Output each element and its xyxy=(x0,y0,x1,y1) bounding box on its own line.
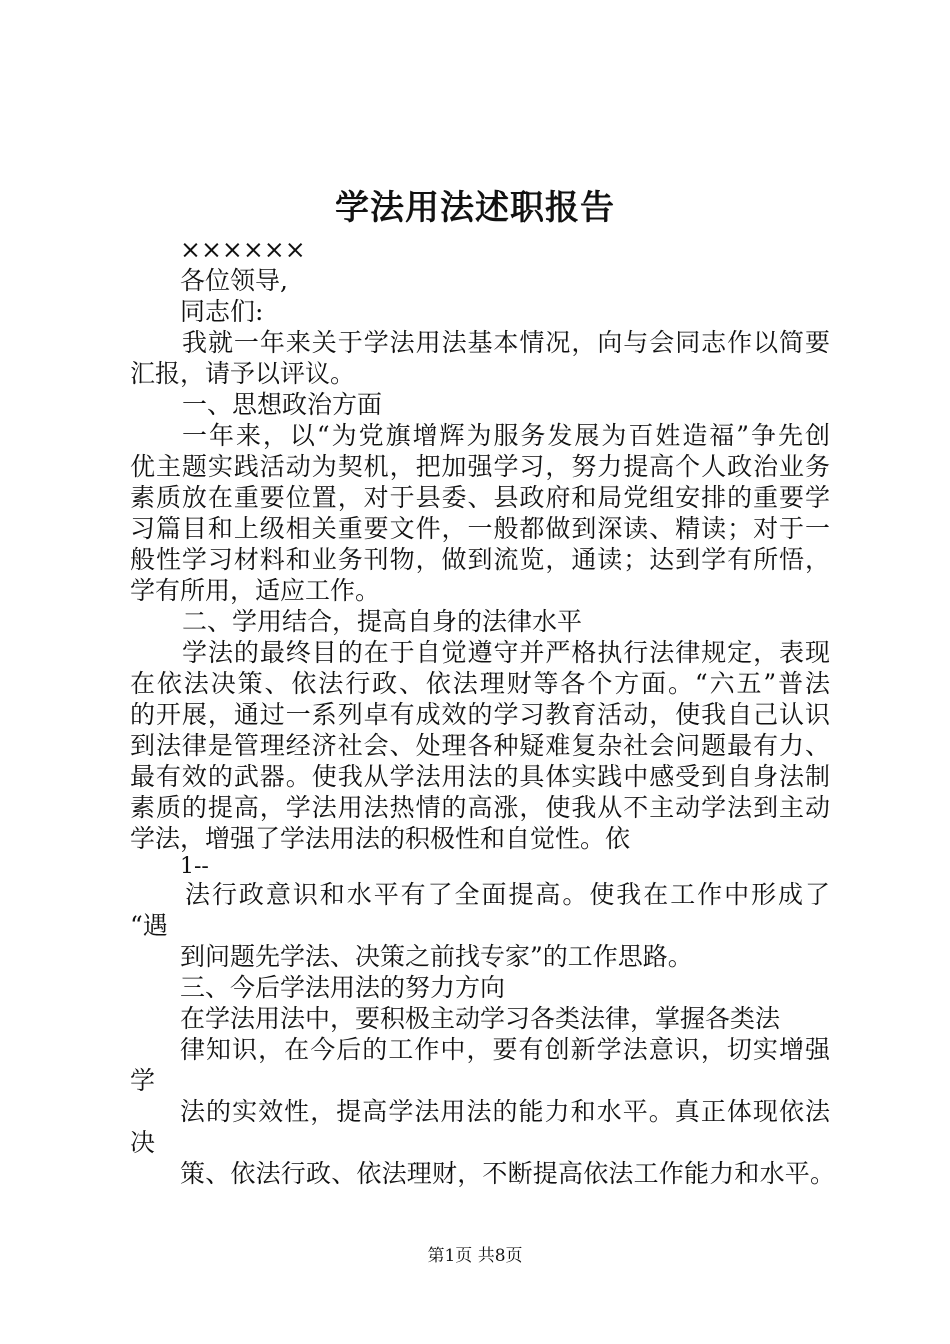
paragraph-line: 习篇目和上级相关重要文件，一般都做到深读、精读；对于一 xyxy=(130,514,830,543)
paragraph-line: 汇报，请予以评议。 xyxy=(130,359,356,388)
paragraph-line: 的开展，通过一系列卓有成效的学习教育活动，使我自己认识 xyxy=(130,700,830,729)
paragraph-line: 我就一年来关于学法用法基本情况，向与会同志作以简要 xyxy=(182,328,830,357)
section-heading: 二、学用结合，提高自身的法律水平 xyxy=(182,607,583,636)
paragraph-line: 律知识，在今后的工作中，要有创新学法意识，切实增强 xyxy=(180,1035,830,1064)
page-marker: 1-- xyxy=(180,854,209,879)
salutation-comrades: 同志们: xyxy=(180,297,264,326)
author-placeholder: ×××××× xyxy=(180,235,306,264)
paragraph-line: 到问题先学法、决策之前找专家”的工作思路。 xyxy=(180,942,693,971)
paragraph-line: 法的实效性，提高学法用法的能力和水平。真正体现依法 xyxy=(180,1097,830,1126)
paragraph-line: 到法律是管理经济社会、处理各种疑难复杂社会问题最有力、 xyxy=(130,731,830,760)
paragraph-line: 素质的提高，学法用法热情的高涨，使我从不主动学法到主动 xyxy=(130,793,830,822)
paragraph-line: 素质放在重要位置，对于县委、县政府和局党组安排的重要学 xyxy=(130,483,830,512)
salutation-leaders: 各位领导, xyxy=(180,266,288,295)
page-footer: 第1页 共8页 xyxy=(427,1246,523,1266)
paragraph-line: 决 xyxy=(130,1128,156,1157)
paragraph-line: “遇 xyxy=(130,911,168,940)
paragraph-line: 在依法决策、依法行政、依法理财等各个方面。“六五”普法 xyxy=(130,669,830,698)
paragraph-line: 优主题实践活动为契机，把加强学习，努力提高个人政治业务 xyxy=(130,452,830,481)
section-heading: 三、今后学法用法的努力方向 xyxy=(180,973,506,1002)
paragraph-line: 学法，增强了学法用法的积极性和自觉性。依 xyxy=(130,824,631,853)
paragraph-line: 般性学习材料和业务刊物，做到流览，通读；达到学有所悟， xyxy=(130,545,830,574)
paragraph-line: 策、依法行政、依法理财，不断提高依法工作能力和水平。 xyxy=(180,1159,835,1188)
paragraph-line: 学有所用，适应工作。 xyxy=(130,576,381,605)
document-title: 学法用法述职报告 xyxy=(335,188,615,228)
paragraph-line: 法行政意识和水平有了全面提高。使我在工作中形成了 xyxy=(185,880,830,909)
paragraph-line: 学 xyxy=(130,1066,156,1095)
paragraph-line: 一年来，以“为党旗增辉为服务发展为百姓造福”争先创 xyxy=(182,421,830,450)
section-heading: 一、思想政治方面 xyxy=(182,390,383,419)
paragraph-line: 学法的最终目的在于自觉遵守并严格执行法律规定，表现 xyxy=(182,638,830,667)
paragraph-line: 在学法用法中，要积极主动学习各类法律，掌握各类法 xyxy=(180,1004,781,1033)
paragraph-line: 最有效的武器。使我从学法用法的具体实践中感受到自身法制 xyxy=(130,762,830,791)
